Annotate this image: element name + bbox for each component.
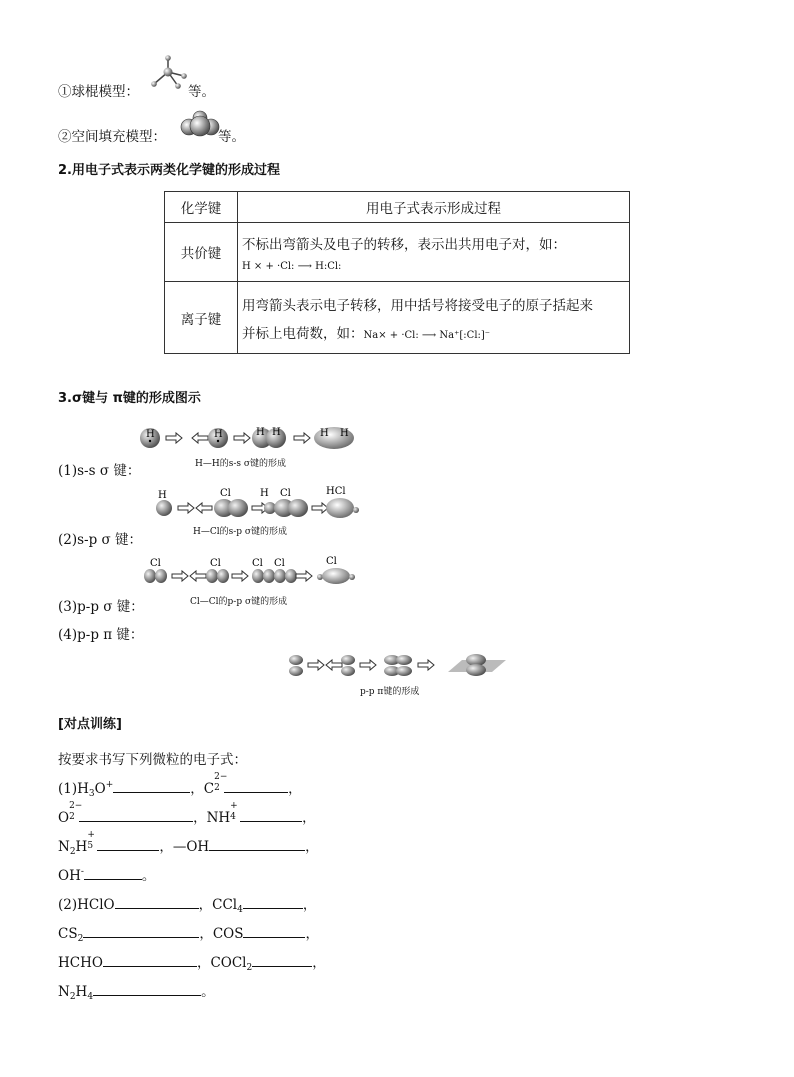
table-header-bond: 化学键: [165, 192, 238, 223]
practice-row-6: [58, 922, 319, 944]
cl-atom-label: Cl: [150, 558, 161, 569]
ball-stick-model-image: [148, 54, 188, 94]
ionic-desc-1: 用弯箭头表示电子转移，用中括号将接受电子的原子括起来: [242, 297, 593, 314]
practice-row-2: [58, 801, 316, 826]
pp-sigma-caption: Cl—Cl的p-p σ键的形成: [190, 597, 288, 607]
o2-formula: O 2− 2: [58, 801, 83, 826]
sep: ，: [159, 839, 173, 855]
q1-label: (1): [58, 781, 78, 797]
oh-ion-formula: OH-: [58, 867, 84, 884]
space-fill-model-image: [180, 110, 220, 138]
h-atom-label: H: [146, 429, 155, 440]
period: 。: [141, 868, 156, 884]
practice-row-4: [58, 864, 155, 884]
practice-row-3: [58, 830, 319, 857]
sep: ，: [196, 955, 211, 971]
table-row: [165, 223, 630, 282]
h-atom-label: H: [320, 428, 329, 439]
sp-sigma-diagram: [150, 488, 360, 520]
pp-sigma-diagram: [144, 558, 358, 588]
cl-atom-label: Cl: [220, 488, 231, 499]
h-atom-label: H: [214, 429, 223, 440]
pp-pi-label: (4)p-p π 键：: [58, 627, 144, 643]
sp-sigma-label: (2)s-p σ 键：: [58, 532, 143, 548]
practice-heading: [对点训练]: [58, 717, 122, 732]
n2h4-formula: $N_2H_4$: [58, 984, 94, 1002]
table-row: [165, 282, 630, 354]
h3o-formula: $H_3O^+$: [77, 780, 114, 799]
cl-atom-label: Cl: [210, 558, 221, 569]
sep: ，: [305, 926, 319, 942]
covalent-desc: 不标出弯箭头及电子的转移，表示出共用电子对，如：: [242, 236, 566, 253]
oh-ion-answer-blank[interactable]: [84, 865, 142, 880]
h-atom-label: H: [260, 488, 269, 499]
ss-sigma-label: (1)s-s σ 键：: [58, 463, 141, 479]
c2-answer-blank[interactable]: [224, 778, 288, 793]
h-atom-label: H: [272, 427, 281, 438]
table-header-process: 用电子式表示形成过程: [238, 192, 630, 223]
n2h5-formula: $N_2H$ + 5: [58, 830, 95, 857]
oh-radical-answer-blank[interactable]: [209, 836, 305, 851]
sep: ，: [312, 955, 326, 971]
pp-pi-caption: p-p π键的形成: [360, 687, 420, 697]
cl-atom-label: Cl: [274, 558, 285, 569]
hclo-formula: HClO: [77, 897, 115, 913]
space-fill-suffix: 等。: [218, 129, 245, 145]
sep: ，: [302, 810, 316, 826]
oh-radical-formula: —OH: [172, 839, 210, 855]
section3-heading: 3.σ键与 π键的形成图示: [58, 391, 201, 406]
pp-sigma-label: (3)p-p σ 键：: [58, 599, 144, 615]
cocl2-answer-blank[interactable]: [252, 952, 312, 967]
ionic-formula: Na× + ·Cl: ⟶ Na⁺[:Cl:]⁻: [363, 329, 491, 341]
q2-label: (2): [58, 897, 78, 913]
hcl-label: HCl: [326, 486, 346, 497]
bond-formation-table: [164, 191, 630, 354]
sp-sigma-caption: H—Cl的s-p σ键的形成: [193, 527, 288, 537]
ss-sigma-caption: H—H的s-s σ键的形成: [195, 459, 286, 469]
space-fill-label: ②空间填充模型：: [58, 129, 166, 145]
h-atom-label: H: [256, 427, 265, 438]
ss-sigma-diagram: [138, 424, 358, 454]
table-cell-covalent: 共价键: [165, 223, 238, 282]
practice-row-8: [58, 980, 215, 1002]
sep: ，: [305, 839, 319, 855]
ball-stick-suffix: 等。: [188, 84, 215, 100]
cocl2-formula: COCl$_2$: [210, 955, 253, 973]
nh4-formula: NH + 4: [206, 801, 238, 826]
n2h4-answer-blank[interactable]: [93, 981, 201, 996]
table-cell-covalent-desc: [238, 223, 630, 282]
sep: ，: [193, 810, 207, 826]
hcho-answer-blank[interactable]: [103, 952, 197, 967]
ball-stick-label: ①球棍模型：: [58, 84, 139, 100]
h-atom-label: H: [158, 490, 167, 501]
h-atom-label: H: [340, 428, 349, 439]
practice-row-7: [58, 951, 326, 973]
cs2-answer-blank[interactable]: [83, 923, 199, 938]
n2h5-answer-blank[interactable]: [97, 836, 159, 851]
ionic-desc-2: 并标上电荷数，如：: [242, 325, 364, 342]
section2-heading: 2.用电子式表示两类化学键的形成过程: [58, 163, 280, 178]
hclo-answer-blank[interactable]: [115, 894, 199, 909]
practice-row-1: [58, 772, 302, 799]
cl-atom-label: Cl: [252, 558, 263, 569]
cl-atom-label: Cl: [280, 488, 291, 499]
sep: ，: [288, 781, 302, 797]
practice-intro: 按要求书写下列微粒的电子式：: [58, 752, 247, 768]
ccl4-formula: CCl$_4$: [212, 897, 243, 915]
cos-formula: COS: [212, 926, 244, 942]
sep: ，: [198, 897, 213, 913]
hcho-formula: HCHO: [58, 955, 103, 971]
table-cell-ionic: 离子键: [165, 282, 238, 354]
pp-pi-diagram: [288, 652, 510, 680]
nh4-answer-blank[interactable]: [240, 807, 302, 822]
practice-row-5: [58, 893, 316, 915]
sep: ，: [190, 781, 204, 797]
covalent-formula: H × + ·Cl: ⟶ H:Cl:: [242, 260, 342, 272]
ionic-desc-2-line: [242, 322, 625, 342]
period: 。: [201, 984, 215, 1000]
cl2-label: Cl: [326, 556, 337, 567]
sep: ，: [302, 897, 317, 913]
sep: ，: [199, 926, 213, 942]
table-header-row: [165, 192, 630, 223]
h3o-answer-blank[interactable]: [113, 778, 190, 793]
cs2-formula: $CS_2$: [58, 926, 84, 944]
cos-answer-blank[interactable]: [243, 923, 305, 938]
table-cell-ionic-desc: [238, 282, 630, 354]
ball-stick-model-line: [58, 80, 139, 100]
o2-answer-blank[interactable]: [79, 807, 193, 822]
c2-formula: C 2− 2: [203, 772, 228, 797]
ccl4-answer-blank[interactable]: [243, 894, 303, 909]
